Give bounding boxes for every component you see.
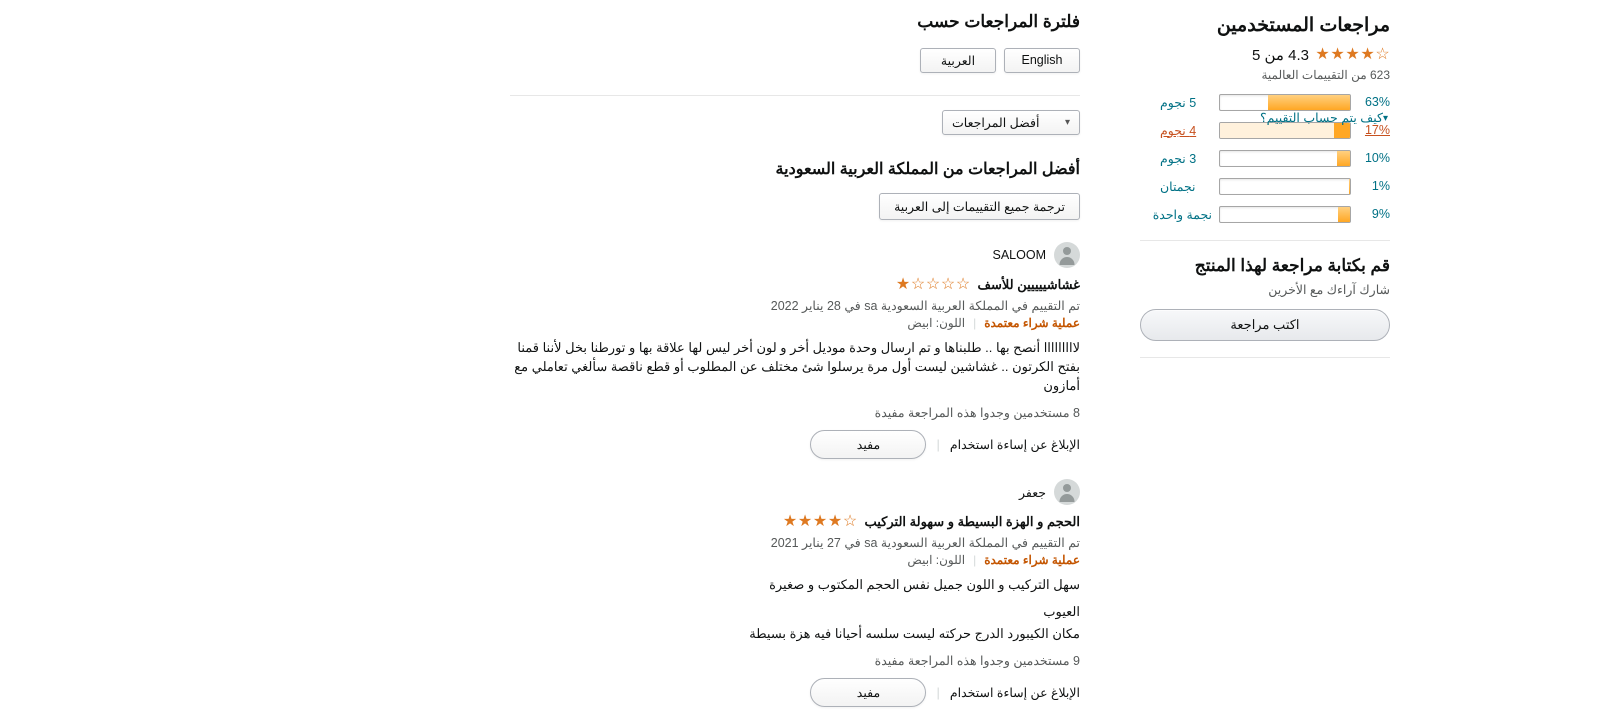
average-rating-row[interactable] [1140,44,1390,66]
review-title[interactable]: غشاشييييين للأسف [977,277,1080,292]
histogram-label[interactable]: نجمتان [1160,179,1196,194]
review-actions [510,430,1080,459]
ratings-summary-column [1140,0,1390,372]
report-abuse-link[interactable]: الإبلاغ عن إساءة استخدام [949,686,1080,700]
average-rating-text: 4.3 من 5 [1252,47,1309,64]
star-icon: ★ [797,513,813,530]
review-title-row [510,514,1080,530]
histogram-label[interactable]: 3 نجوم [1160,151,1197,166]
chevron-down-icon: ▾ [1064,117,1070,128]
histogram-row-2-star[interactable] [1140,176,1390,196]
review-cons-text: مكان الكيبورد الدرج حركته ليست سلسه أحيانا فيه هزة بسيطة [749,626,1080,641]
language-filter-arabic[interactable]: العربية [920,48,996,73]
summary-divider [1140,240,1390,241]
histogram-bar [1219,178,1351,195]
reviews-column [510,0,1080,727]
review-color-variant: اللون: ابيض [907,553,966,567]
attribute-separator: | [973,553,977,567]
review-body [510,338,1080,395]
histogram-percent[interactable]: 9% [1371,207,1390,221]
review-header [510,242,1080,268]
translate-row [510,193,1080,220]
write-review-subtitle: شارك آراءك مع الأخرين [1268,283,1390,297]
histogram-row-3-star[interactable] [1140,148,1390,168]
sort-reviews-value: أفضل المراجعات [952,116,1040,130]
review-header [510,479,1080,505]
helpful-button[interactable]: مفيد [810,678,926,707]
review-helpful-count: 8 مستخدمين وجدوا هذه المراجعة مفيدة [874,406,1080,420]
avatar [1054,242,1080,268]
chevron-down-icon: ▾ [1382,113,1388,124]
review-body-text: سهل التركيب و اللون جميل نفس الحجم المكتوب و صغيرة [769,577,1080,592]
histogram-bar-fill [1349,179,1350,194]
review-item [510,479,1080,707]
review-attributes [510,553,1080,567]
star-icon: ☆ [910,276,926,293]
review-helpful-count: 9 مستخدمين وجدوا هذه المراجعة مفيدة [874,654,1080,668]
star-icon: ☆ [842,513,858,530]
sort-row [510,110,1080,135]
write-review-button[interactable]: اكتب مراجعة [1140,309,1390,341]
translate-all-reviews-button[interactable]: ترجمة جميع التقييمات إلى العربية [879,193,1080,220]
histogram-label[interactable]: نجمة واحدة [1152,207,1212,222]
avatar [1054,479,1080,505]
histogram-bar-fill [1268,95,1350,110]
filter-reviews-title: فلترة المراجعات حسب [917,12,1080,31]
review-body-text: لااااااااا أنصح بها .. طلبناها و تم ارسال وحدة موديل أخر و لون أخر ليس لها علاقة بها و تورطنا بخل لأننا قمنا بفتح الكرتون .. غشاشين ليست أول مرة يرسلوا شئ مختلف عن المطلوب أو قطع ناقصة سألغي تعاملي مع أمازون [514,340,1080,393]
star-icon: ★ [1345,46,1360,63]
star-icon: ★ [827,513,843,530]
review-attributes [510,316,1080,330]
histogram-percent[interactable]: 17% [1364,123,1390,137]
review-cons-label: العيوب [1043,604,1080,619]
review-actions [510,678,1080,707]
action-separator: | [936,437,940,452]
star-icon: ☆ [955,276,971,293]
review-item [510,242,1080,459]
review-author[interactable]: جعفر [1019,485,1046,500]
language-filter-english[interactable]: English [1004,48,1080,73]
top-reviews-heading: أفضل المراجعات من المملكة العربية السعودية [775,161,1080,178]
review-date-location: تم التقييم في المملكة العربية السعودية sa في 28 يناير 2022 [770,299,1080,313]
star-icon: ★ [895,276,911,293]
how-rating-calculated-label: كيف يتم حساب التقييم؟ [1259,111,1383,125]
histogram-label[interactable]: 4 نجوم [1160,123,1197,138]
review-author[interactable]: SALOOM [992,248,1046,262]
star-icon: ☆ [940,276,956,293]
sort-reviews-dropdown[interactable] [942,110,1080,135]
review-cons-body [510,624,1080,643]
histogram-bar [1219,94,1351,111]
histogram-row-5-star[interactable] [1140,92,1390,112]
average-star-rating [1315,47,1390,63]
histogram-label[interactable]: 5 نجوم [1160,95,1197,110]
review-date-location: تم التقييم في المملكة العربية السعودية sa في 27 يناير 2021 [770,536,1080,550]
global-ratings-count[interactable]: 623 من التقييمات العالمية [1261,68,1390,82]
histogram-row-1-star[interactable] [1140,204,1390,224]
filter-divider [510,95,1080,96]
star-icon: ☆ [1375,46,1390,63]
histogram-percent[interactable]: 10% [1364,151,1390,165]
write-review-title: قم بكتابة مراجعة لهذا المنتج [1194,256,1390,275]
how-rating-calculated-link[interactable] [1260,110,1390,125]
review-star-rating [896,277,971,293]
histogram-bar-fill [1337,151,1350,166]
star-icon: ★ [812,513,828,530]
review-title-row [510,277,1080,293]
attribute-separator: | [973,316,977,330]
star-icon: ★ [1360,46,1375,63]
histogram-bar-fill [1338,207,1350,222]
histogram-bar [1219,150,1351,167]
summary-divider-bottom [1140,357,1390,358]
star-icon: ★ [782,513,798,530]
report-abuse-link[interactable]: الإبلاغ عن إساءة استخدام [949,438,1080,452]
customer-reviews-title: مراجعات المستخدمين [1216,15,1390,36]
review-body [510,575,1080,594]
star-icon: ★ [1330,46,1345,63]
helpful-button[interactable]: مفيد [810,430,926,459]
action-separator: | [936,685,940,700]
histogram-percent[interactable]: 1% [1371,179,1390,193]
histogram-percent[interactable]: 63% [1364,95,1390,109]
review-title[interactable]: الحجم و الهزة البسيطة و سهولة التركيب [864,514,1080,529]
star-icon: ☆ [925,276,941,293]
language-filter-group [510,48,1080,73]
verified-purchase-badge: عملية شراء معتمدة [984,553,1080,567]
review-star-rating [782,514,857,530]
star-icon: ★ [1315,46,1330,63]
verified-purchase-badge: عملية شراء معتمدة [984,316,1080,330]
histogram-bar [1219,206,1351,223]
review-color-variant: اللون: ابيض [907,316,966,330]
